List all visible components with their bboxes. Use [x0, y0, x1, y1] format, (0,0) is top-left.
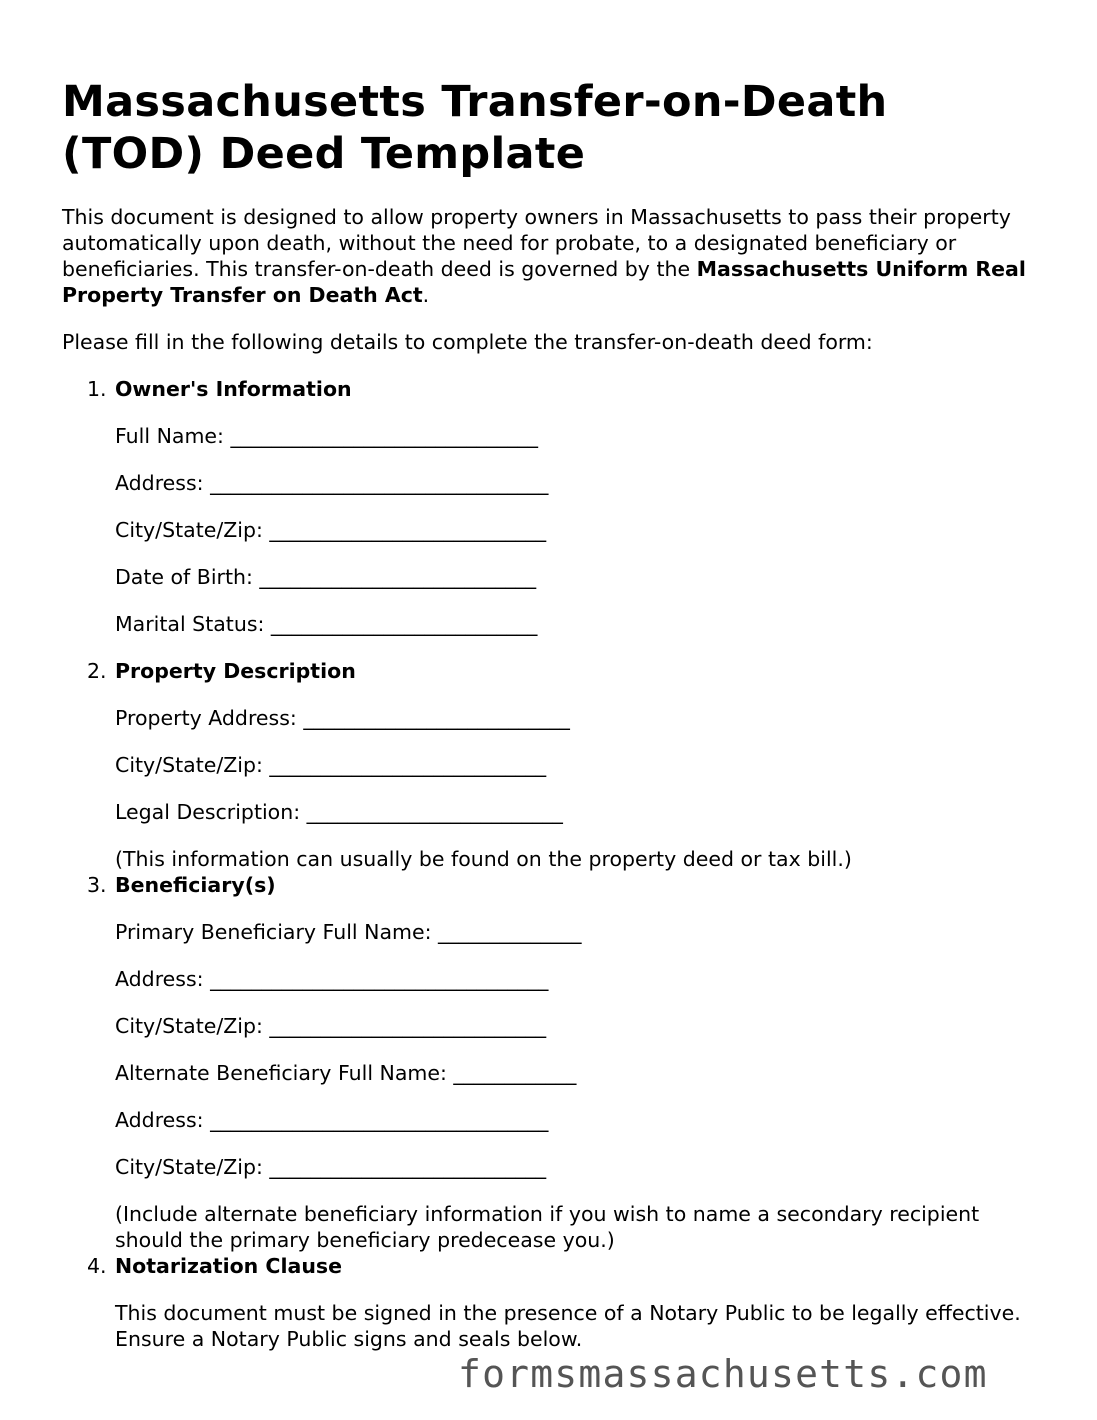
section-title: Property Description: [115, 659, 356, 683]
alternate-beneficiary-name-field[interactable]: Alternate Beneficiary Full Name: ____________: [115, 1061, 577, 1085]
alternate-beneficiary-address-field[interactable]: Address: _________________________________: [115, 1108, 549, 1132]
section-number: 2.: [87, 659, 107, 683]
form-sections: [62, 376, 1042, 1352]
primary-beneficiary-city-state-zip-field[interactable]: City/State/Zip: ___________________________: [115, 1014, 547, 1038]
section-title: Notarization Clause: [115, 1254, 343, 1278]
section-number: 3.: [87, 873, 107, 897]
watermark: formsmassachusetts.com: [458, 1352, 988, 1396]
section-property: [62, 658, 1042, 872]
owner-city-state-zip-field[interactable]: City/State/Zip: ___________________________: [115, 518, 547, 542]
act-name: Massachusetts Uniform Real Property Transfer on Death Act: [62, 257, 1026, 307]
primary-beneficiary-address-field[interactable]: Address: _________________________________: [115, 967, 549, 991]
document-page: [62, 76, 1042, 1352]
instructions: Please fill in the following details to complete the transfer-on-death deed form:: [62, 330, 873, 354]
primary-beneficiary-name-field[interactable]: Primary Beneficiary Full Name: ______________: [115, 920, 582, 944]
page-title: Massachusetts Transfer-on-Death (TOD) Deed Template: [62, 77, 888, 179]
owner-marital-status-field[interactable]: Marital Status: __________________________: [115, 612, 538, 636]
owner-address-field[interactable]: Address: _________________________________: [115, 471, 549, 495]
owner-date-of-birth-field[interactable]: Date of Birth: ___________________________: [115, 565, 537, 589]
property-note: (This information can usually be found on the property deed or tax bill.): [115, 847, 852, 871]
section-number: 4.: [87, 1254, 107, 1278]
section-owner: [62, 376, 1042, 637]
intro-end: .: [422, 283, 430, 307]
section-title: Beneficiary(s): [115, 873, 276, 897]
legal-description-field[interactable]: Legal Description: _________________________: [115, 800, 563, 824]
section-beneficiary: [62, 872, 1042, 1253]
notarization-text: This document must be signed in the presence of a Notary Public to be legally effective. Ensure a Notary Public signs and seals below.: [115, 1301, 1021, 1351]
section-notarization: [62, 1253, 1042, 1352]
section-number: 1.: [87, 377, 107, 401]
section-title: Owner's Information: [115, 377, 352, 401]
intro-paragraph: [62, 204, 1042, 308]
property-address-field[interactable]: Property Address: __________________________: [115, 706, 570, 730]
owner-full-name-field[interactable]: Full Name: ______________________________: [115, 424, 538, 448]
intro-text: This document is designed to allow property owners in Massachusetts to pass their property automatically upon death, without the need for probate, to a designated beneficiary or beneficiaries. This transfer-on-death deed is governed by the: [62, 205, 1011, 281]
beneficiary-note: (Include alternate beneficiary information if you wish to name a secondary recipient should the primary beneficiary predecease you.): [115, 1202, 980, 1252]
property-city-state-zip-field[interactable]: City/State/Zip: ___________________________: [115, 753, 547, 777]
alternate-beneficiary-city-state-zip-field[interactable]: City/State/Zip: ___________________________: [115, 1155, 547, 1179]
